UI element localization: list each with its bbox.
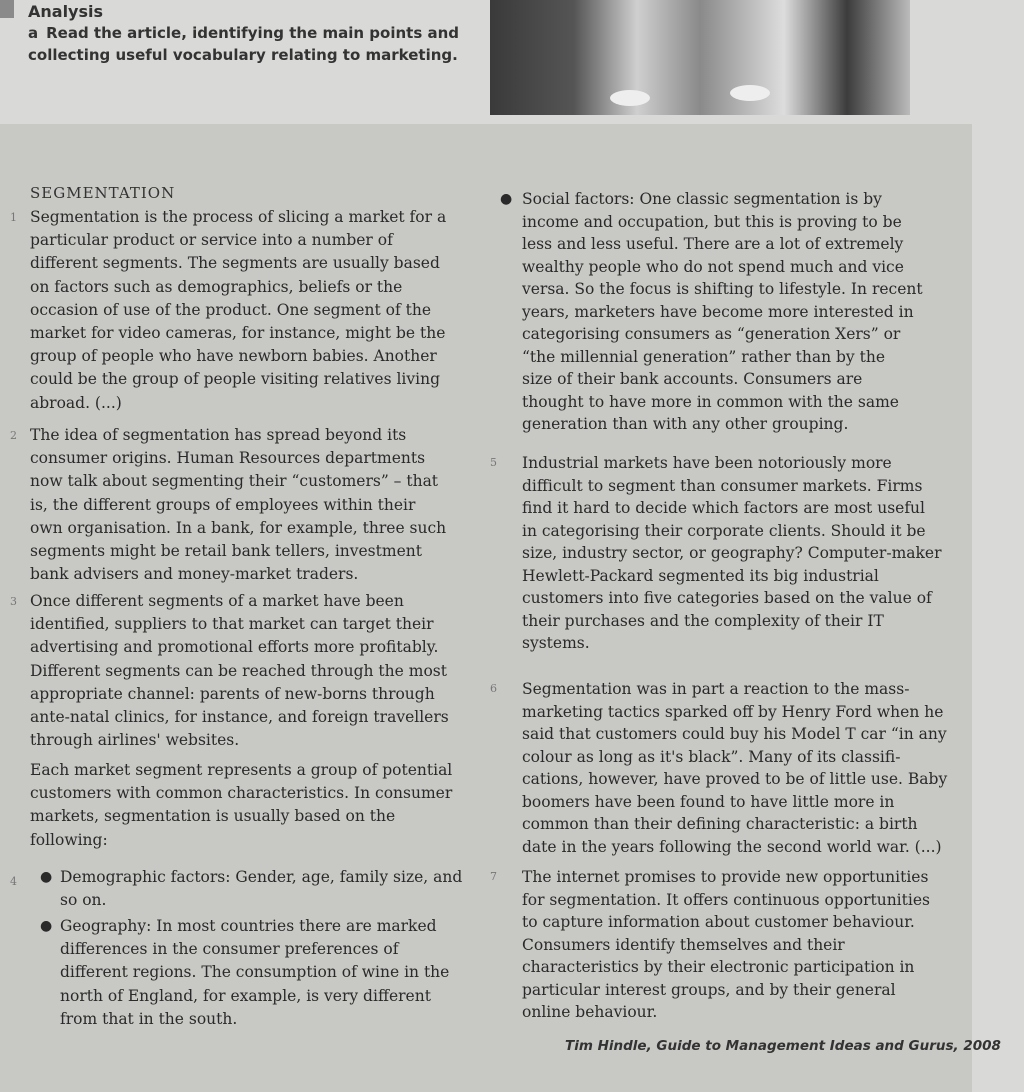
text-line: The internet promises to provide new opportunities — [522, 868, 929, 886]
text-line: online behaviour. — [522, 1003, 658, 1021]
text-line: to capture information about customer behaviour. — [522, 913, 915, 931]
text-line: different segments. The segments are usually based — [30, 254, 440, 273]
text-line: now talk about segmenting their “customers” – that — [30, 472, 439, 491]
text-line: in categorising their corporate clients. Should it be — [522, 521, 926, 540]
text-line: north of England, for example, is very different — [60, 986, 431, 1005]
article-paragraph — [500, 188, 982, 436]
text-line: thought to have more in common with the same — [522, 392, 899, 411]
text-line: colour as long as it's black”. Many of its classifi- — [522, 747, 901, 766]
task-line: collecting useful vocabulary relating to marketing. — [28, 46, 458, 64]
text-line: difficult to segment than consumer markets. Firms — [522, 476, 923, 495]
text-line: advertising and promotional efforts more profitably. — [30, 638, 439, 657]
text-line: so on. — [60, 891, 107, 910]
text-line: Each market segment represents a group of potential — [30, 761, 453, 779]
text-line: for segmentation. It offers continuous opportunities — [522, 890, 930, 909]
text-line: “the millennial generation” rather than by the — [522, 347, 886, 366]
bullet-icon: ● — [500, 191, 513, 207]
paragraph-number: 1 — [10, 211, 17, 224]
text-line: categorising consumers as “generation Xers” or — [522, 325, 901, 343]
text-line: appropriate channel: parents of new-borns through — [30, 684, 435, 703]
cafe-photo — [490, 0, 910, 115]
text-line: The idea of segmentation has spread beyond its — [30, 426, 407, 444]
article-citation: Tim Hindle, Guide to Management Ideas and Gurus, 2008 — [565, 1038, 1001, 1054]
text-line: through airlines' websites. — [30, 731, 240, 750]
text-line: said that customers could buy his Model T car “in any — [522, 725, 947, 743]
paragraph-number: 2 — [10, 429, 17, 442]
text-line: Consumers identify themselves and their — [522, 935, 845, 954]
article-paragraph — [490, 452, 982, 655]
paragraph-number: 6 — [490, 682, 497, 695]
section-heading: Analysis — [28, 2, 104, 21]
task-line: Read the article, identifying the main points and — [46, 24, 460, 42]
text-line: less and less useful. There are a lot of extremely — [522, 235, 904, 253]
text-line: their purchases and the complexity of their IT — [522, 611, 884, 630]
text-line: Segmentation was in part a reaction to the mass- — [522, 680, 910, 698]
text-line: Segmentation is the process of slicing a market for a — [30, 208, 447, 226]
text-line: Different segments can be reached through the most — [30, 661, 447, 680]
text-line: own organisation. In a bank, for example, three such — [30, 518, 447, 537]
text-line: common than their defining characteristic: a birth — [522, 815, 918, 833]
text-line: could be the group of people visiting relatives living — [30, 370, 440, 389]
paragraph-number: 3 — [10, 595, 17, 608]
text-line: Once different segments of a market have been — [30, 592, 404, 610]
article-paragraph — [10, 590, 480, 752]
text-line: Social factors: One classic segmentation is by — [522, 190, 882, 208]
text-line: occasion of use of the product. One segment of the — [30, 300, 431, 319]
text-line: customers with common characteristics. In consumer — [30, 784, 453, 803]
text-line: versa. So the focus is shifting to lifestyle. In recent — [522, 280, 923, 298]
task-letter: a — [28, 24, 39, 42]
text-line: income and occupation, but this is proving to be — [522, 212, 902, 231]
text-line: Geography: In most countries there are marked — [60, 917, 437, 935]
text-line: date in the years following the second world war. (...) — [522, 837, 942, 856]
article-paragraph — [10, 206, 480, 415]
text-line: cations, however, have proved to be of little use. Baby — [522, 770, 948, 788]
section-tab-marker — [0, 0, 14, 18]
bullet-icon: ● — [40, 918, 53, 934]
paragraph-number: 5 — [490, 456, 497, 469]
text-line: markets, segmentation is usually based on the — [30, 807, 396, 826]
task-instruction — [28, 22, 468, 66]
text-line: characteristics by their electronic participation in — [522, 958, 915, 976]
text-line: market for video cameras, for instance, might be the — [30, 324, 446, 343]
text-line: marketing tactics sparked off by Henry Ford when he — [522, 702, 944, 721]
cup-shape — [610, 90, 650, 106]
bullet-icon: ● — [40, 869, 53, 885]
paragraph-number: 7 — [490, 870, 497, 883]
text-line: find it hard to decide which factors are most useful — [522, 499, 925, 517]
text-line: Industrial markets have been notoriously more — [522, 454, 892, 472]
text-line: consumer origins. Human Resources departments — [30, 449, 426, 468]
paragraph-number: 4 — [10, 875, 17, 888]
article-title: SEGMENTATION — [30, 184, 176, 202]
text-line: segments might be retail bank tellers, investment — [30, 542, 422, 561]
text-line: identified, suppliers to that market can target their — [30, 615, 434, 634]
text-line: following: — [30, 830, 108, 849]
text-line: Demographic factors: Gender, age, family size, and — [60, 868, 463, 886]
text-line: group of people who have newborn babies. Another — [30, 347, 437, 366]
article-paragraph — [490, 678, 982, 858]
text-line: differences in the consumer preferences of — [60, 940, 399, 959]
text-line: particular interest groups, and by their general — [522, 980, 896, 999]
text-line: years, marketers have become more interested in — [522, 302, 914, 321]
text-line: on factors such as demographics, beliefs or the — [30, 277, 403, 296]
article-paragraph — [10, 424, 480, 586]
text-line: is, the different groups of employees within their — [30, 495, 416, 514]
text-line: ante-natal clinics, for instance, and foreign travellers — [30, 708, 449, 727]
text-line: wealthy people who do not spend much and vice — [522, 257, 904, 276]
article-paragraph — [490, 866, 982, 1024]
text-line: bank advisers and money-market traders. — [30, 565, 359, 584]
text-line: abroad. (...) — [30, 393, 122, 412]
text-line: different regions. The consumption of wine in the — [60, 963, 450, 982]
text-line: size of their bank accounts. Consumers are — [522, 370, 863, 388]
article-paragraph — [30, 915, 510, 1031]
text-line: particular product or service into a number of — [30, 231, 393, 250]
article-paragraph — [30, 759, 480, 852]
cup-shape — [730, 85, 770, 101]
text-line: systems. — [522, 634, 590, 652]
text-line: from that in the south. — [60, 1009, 238, 1028]
article-paragraph — [30, 866, 510, 912]
text-line: size, industry sector, or geography? Computer-maker — [522, 544, 942, 562]
text-line: customers into five categories based on the value of — [522, 589, 932, 607]
text-line: Hewlett-Packard segmented its big industrial — [522, 566, 879, 585]
text-line: generation than with any other grouping. — [522, 415, 849, 433]
text-line: boomers have been found to have little more in — [522, 792, 895, 811]
